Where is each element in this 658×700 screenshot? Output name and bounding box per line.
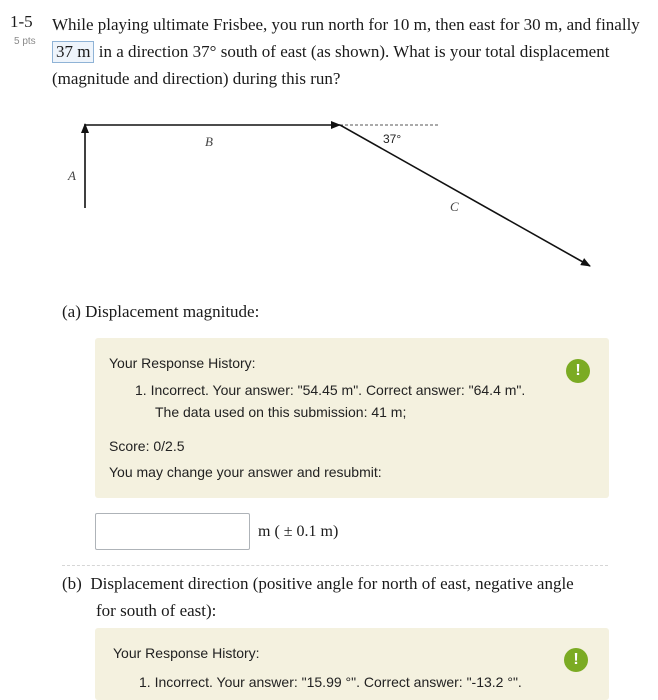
resubmit-text: You may change your answer and resubmit: [109, 464, 382, 480]
unit-label: m ( ± 0.1 m) [258, 523, 339, 540]
history-item-data: The data used on this submission: 41 m; [155, 404, 407, 420]
part-a-label: (a) Displacement magnitude: [62, 302, 260, 321]
angle-label: 37° [383, 132, 402, 146]
response-history-a [95, 338, 609, 498]
highlighted-value: 37 m [52, 41, 94, 63]
history-item: 1. Incorrect. Your answer: "15.99 °". Correct answer: "-13.2 °". [139, 674, 522, 690]
question-text-before: While playing ultimate Frisbee, you run north for 10 m, then east for 30 m, and finally [52, 15, 640, 34]
question-text-after: in a direction 37° south of east (as shown). What is your total displacement (magnitude and direction) during this run? [52, 42, 610, 88]
question-number: 1-5 [10, 12, 33, 31]
magnitude-input[interactable] [95, 513, 250, 550]
response-history-b [95, 628, 609, 700]
part-b-text-1: Displacement direction (positive angle for north of east, negative angle [90, 574, 574, 593]
part-b-line1 [62, 570, 622, 597]
warning-icon: ! [564, 648, 588, 672]
response-history-title: Your Response History: [109, 355, 256, 371]
vector-b-label: B⃗ [205, 134, 224, 149]
response-history-title: Your Response History: [113, 645, 260, 661]
history-item: 1. Incorrect. Your answer: "54.45 m". Correct answer: "64.4 m". [135, 382, 526, 398]
part-b-text-2: for south of east): [96, 601, 217, 620]
question-points: 5 pts [14, 36, 36, 47]
warning-icon: ! [566, 359, 590, 383]
part-b-label: (b) [62, 574, 82, 593]
vector-a-label: A⃗ [68, 168, 87, 183]
question-text [52, 11, 642, 92]
part-b-question [62, 570, 622, 624]
vector-c-arrow [340, 125, 590, 266]
vector-c-label: C⃗ [450, 199, 469, 214]
vector-diagram [0, 110, 658, 280]
separator [62, 565, 608, 566]
score-text: Score: 0/2.5 [109, 438, 185, 454]
